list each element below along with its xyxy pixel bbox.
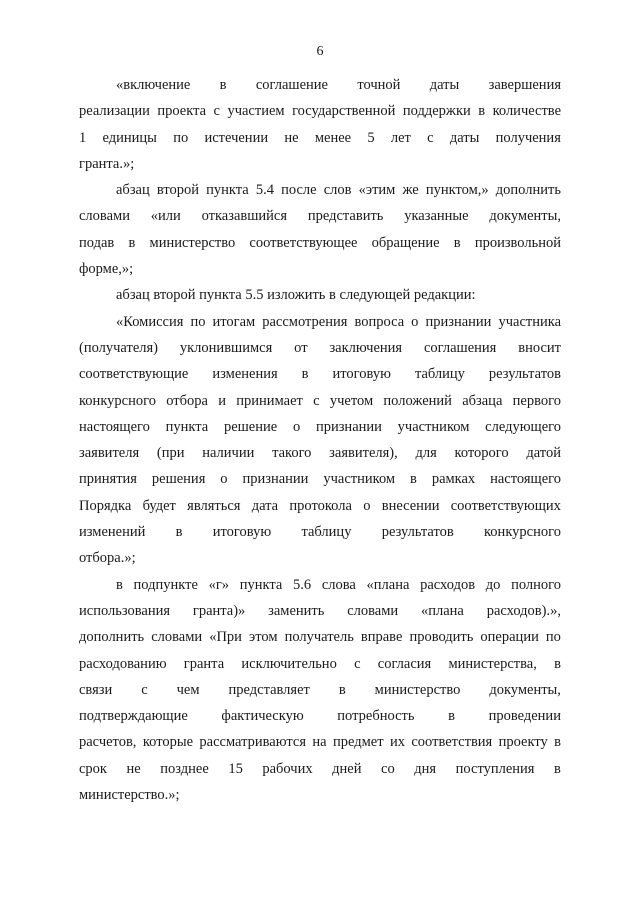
text-line: срок не позднее 15 рабочих дней со дня поступления в [79, 760, 561, 777]
text-line: соответствующие изменения в итоговую таблицу результатов [79, 366, 561, 383]
page-number: 6 [316, 44, 324, 59]
paragraph [79, 282, 561, 308]
text-line: 1 единицы по истечении не менее 5 лет с даты получения [79, 129, 561, 146]
text-line: словами «или отказавшийся представить указанные документы, [79, 208, 561, 225]
paragraph [79, 177, 561, 282]
text-line: Порядка будет являться дата протокола о внесении соответствующих [79, 497, 561, 514]
text-line: подав в министерство соответствующее обращение в произвольной [79, 234, 561, 251]
text-line: изменений в итоговую таблицу результатов конкурсного [79, 524, 561, 541]
text-line: форме,»; [79, 261, 134, 278]
text-line: конкурсного отбора и принимает с учетом положений абзаца первого [79, 392, 561, 409]
text-line: подтверждающие фактическую потребность в проведении [79, 708, 561, 725]
text-line: «включение в соглашение точной даты завершения [116, 77, 561, 93]
paragraph [79, 572, 561, 809]
text-line: заявителя (при наличии такого заявителя), для которого датой [79, 445, 561, 462]
text-line: расчетов, которые рассматриваются на предмет их соответствия проекту в [79, 734, 561, 751]
text-line: абзац второй пункта 5.4 после слов «этим же пунктом,» дополнить [116, 182, 561, 199]
text-line: отбора.»; [79, 550, 136, 567]
text-line: дополнить словами «При этом получатель вправе проводить операции по [79, 629, 561, 646]
paragraph [79, 72, 561, 177]
text-line: (получателя) уклонившимся от заключения соглашения вносит [79, 339, 561, 356]
text-line: настоящего пункта решение о признании участником следующего [79, 418, 561, 435]
text-line: связи с чем представляет в министерство документы, [79, 681, 561, 698]
text-line: гранта.»; [79, 155, 135, 172]
paragraph [79, 309, 561, 572]
text-line: принятия решения о признании участником в рамках настоящего [79, 471, 561, 488]
text-line: реализации проекта с участием государственной поддержки в количестве [79, 103, 561, 120]
text-line: использования гранта)» заменить словами «плана расходов).», [79, 602, 561, 619]
document-body [79, 72, 561, 808]
text-line: министерство.»; [79, 787, 180, 804]
text-line: абзац второй пункта 5.5 изложить в следующей редакции: [116, 287, 476, 304]
text-line: в подпункте «г» пункта 5.6 слова «плана расходов до полного [116, 576, 561, 593]
text-line: «Комиссия по итогам рассмотрения вопроса о признании участника [116, 313, 561, 330]
text-line: расходованию гранта исключительно с согласия министерства, в [79, 655, 561, 672]
